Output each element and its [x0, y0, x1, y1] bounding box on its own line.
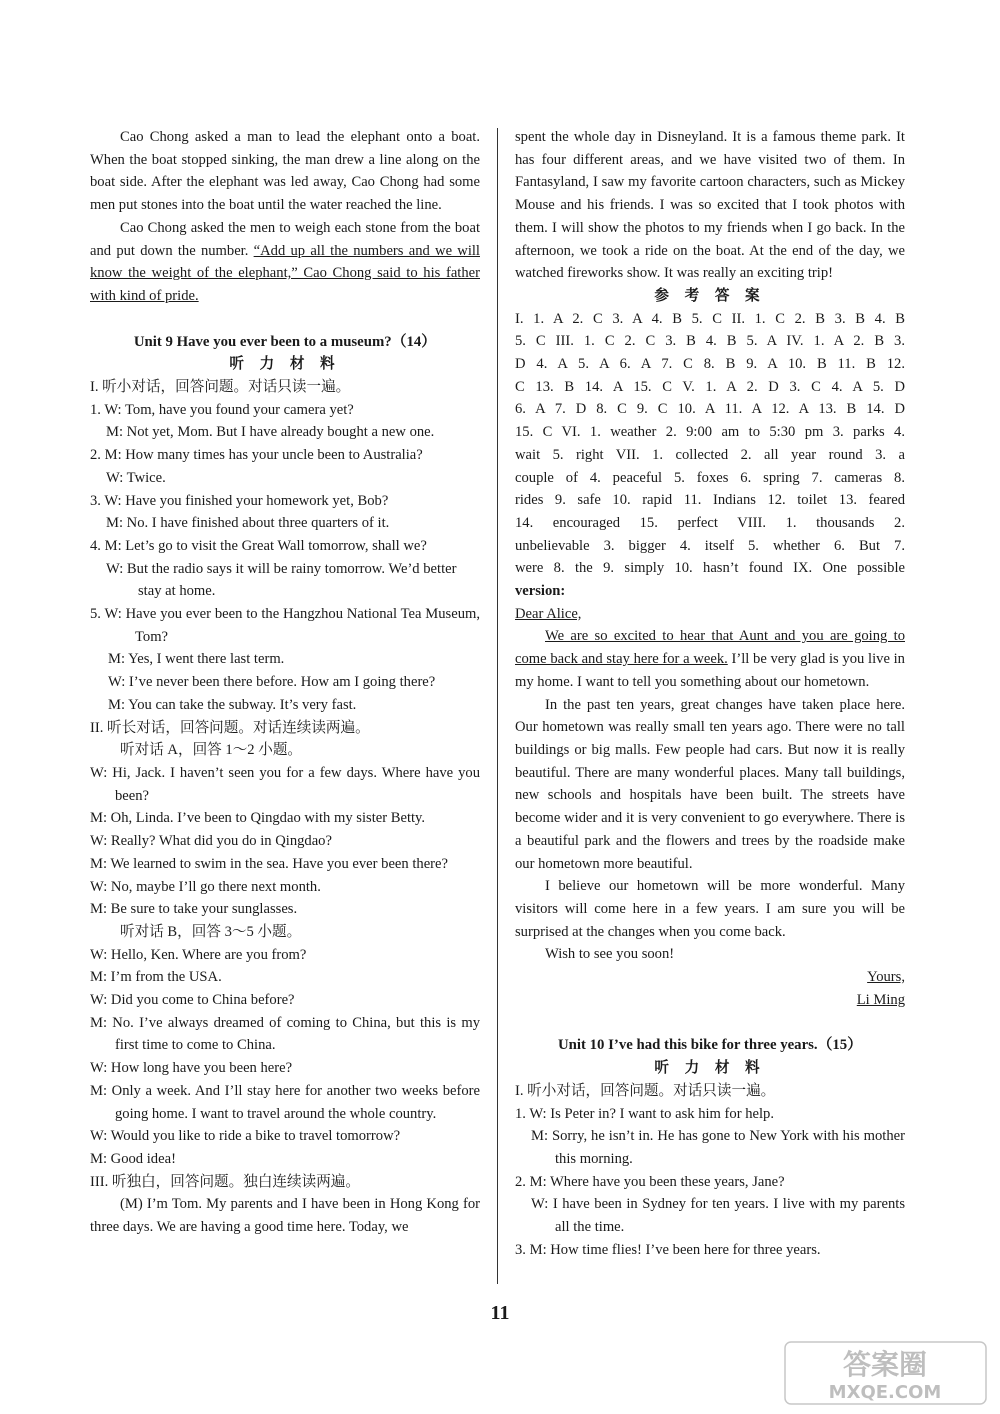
answer-line: 6. A 7. D 8. C 9. C 10. A 11. A 12. A 13. B 14. D	[515, 401, 905, 418]
story-paragraph-2	[90, 217, 480, 308]
unit10-dialogue2-question: 2. M: Where have you been these years, Jane?	[515, 1173, 785, 1190]
spacer	[515, 1011, 905, 1034]
dialogue-b-line-6: M: Only a week. And I’ll stay here for another two weeks before going home. I want to travel around the whole country.	[90, 1082, 480, 1122]
column-divider	[497, 128, 498, 1284]
monologue-continuation: spent the whole day in Disneyland. It is a famous theme park. It has four different areas, and we have visited two of them. In Fantasyland, I saw my favorite cartoon characters, such as Mickey Mouse and his friends. I was so excited that I took photos with them. I will show the photos to my friends when I go back. In the afternoon, we took a ride on the boat. At the end of the day, we watched fireworks show. It was really an exciting trip!	[515, 129, 905, 282]
dialogue2-question: 2. M: How many times has your uncle been to Australia?	[90, 447, 423, 464]
story-paragraph-1: Cao Chong asked a man to lead the elephant onto a boat. When the boat stopped sinking, the man drew a line along on the boat side. After the elephant was led away, Cao Chong had some men put stones into the boat until the water reached the line.	[90, 129, 480, 214]
letter-paragraph-2: In the past ten years, great changes have taken place here. Our hometown was really small ten years ago. There were no tall buildings or big malls. Few people had cars. But now it is really beautiful. There are many wonderful places. Many tall buildings, new schools and hospitals have been built. The streets have become wider and it is very convenient to go everywhere. There is a beautiful park and the flowers and trees by the roadside make our hometown more beautiful.	[515, 696, 905, 872]
unit9-title: Unit 9 Have you ever been to a museum?（14）	[133, 333, 437, 350]
answer-line: D 4. A 5. A 6. A 7. C 8. B 9. A 10. B 11. B 12.	[515, 356, 905, 373]
letter-paragraph-4: Wish to see you soon!	[545, 946, 675, 963]
unit10-dialogue1-answer: M: Sorry, he isn’t in. He has gone to New York with his mother this morning.	[531, 1128, 905, 1167]
dialogue-a-line-5: W: No, maybe I’ll go there next month.	[90, 878, 321, 895]
answer-line: 5. C III. 1. C 2. C 3. B 4. B 5. A IV. 1. A 2. B 3.	[515, 333, 905, 350]
answer-line-last: version:	[515, 583, 566, 600]
svg-text:MXQE.COM: MXQE.COM	[828, 1382, 942, 1403]
dialogue-b-line-1: W: Hello, Ken. Where are you from?	[90, 946, 307, 963]
dialogue-b-line-3: W: Did you come to China before?	[90, 992, 295, 1009]
dialogue5-question: 5. W: Have you ever been to the Hangzhou National Tea Museum, Tom?	[90, 606, 480, 645]
section3-instruction: III. 听独白，回答问题。独白连续读两遍。	[90, 1173, 360, 1190]
story-paragraph-2-underlined: “Add up all the numbers and we will know the weight of the elephant,” Cao Chong said to his father with kind of pride.	[90, 242, 480, 304]
dialogue-b-line-4: M: No. I’ve always dreamed of coming to China, but this is my first time to come to China.	[90, 1014, 480, 1054]
letter-paragraph-1-text: I’ll be very glad is you live in my home. I want to tell you something about our hometown.	[515, 651, 905, 690]
section2-part-b: 听对话 B，回答 3～5 小题。	[120, 923, 302, 940]
dialogue-b-line-2: M: I’m from the USA.	[90, 969, 222, 986]
section2-part-a: 听对话 A，回答 1～2 小题。	[120, 742, 303, 759]
dialogue-b-line-5: W: How long have you been here?	[90, 1060, 293, 1077]
dialogue1-question: 1. W: Tom, have you found your camera yet?	[90, 401, 354, 418]
letter-paragraph-3: I believe our hometown will be more wonderful. Many visitors will come here in a few years. I am sure you will be surprised at the changes when you come back.	[515, 878, 905, 940]
letter-signature: Li Ming	[856, 991, 905, 1008]
dialogue1-answer: M: Not yet, Mom. But I have already bought a new one.	[106, 424, 435, 441]
monologue-start: (M) I’m Tom. My parents and I have been in Hong Kong for three days. We are having a good time here. Today, we	[90, 1196, 480, 1236]
listening-heading: 听 力 材 料	[654, 1060, 766, 1077]
dialogue4-answer: W: But the radio says it will be rainy tomorrow. We’d better stay at home.	[106, 560, 457, 600]
answer-line: C 13. B 14. A 15. C V. 1. A 2. D 3. C 4. A 5. D	[515, 378, 905, 395]
right-column	[515, 126, 905, 1261]
answer-line: I. 1. A 2. C 3. A 4. B 5. C II. 1. C 2. B 3. B 4. B	[515, 310, 905, 327]
answer-line: were 8. the 9. simply 10. hasn’t found IX. One possible	[515, 560, 905, 577]
unit10-dialogue3-question: 3. M: How time flies! I’ve been here for three years.	[515, 1241, 821, 1258]
dialogue-a-line-3: W: Really? What did you do in Qingdao?	[90, 833, 332, 850]
unit10-title: Unit 10 I’ve had this bike for three years.（15）	[557, 1037, 862, 1054]
letter-paragraph-1	[515, 625, 905, 693]
dialogue5-answer-3: M: You can take the subway. It’s very fast.	[108, 696, 357, 713]
answer-key	[515, 308, 905, 603]
dialogue2-answer: W: Twice.	[106, 469, 166, 486]
dialogue-b-line-7: W: Would you like to ride a bike to travel tomorrow?	[90, 1128, 401, 1145]
dialogue5-answer-2: W: I’ve never been there before. How am I going there?	[108, 674, 436, 691]
answer-line: 15. C VI. 1. weather 2. 9:00 am to 5:30 pm 3. parks 4.	[515, 424, 905, 441]
dialogue3-question: 3. W: Have you finished your homework yet, Bob?	[90, 492, 389, 509]
section2-instruction: II. 听长对话，回答问题。对话连续读两遍。	[90, 719, 370, 736]
dialogue3-answer: M: No. I have finished about three quarters of it.	[106, 515, 390, 532]
unit10-section1-instruction: I. 听小对话，回答问题。对话只读一遍。	[515, 1082, 776, 1099]
answer-line: unbelievable 3. bigger 4. itself 5. whether 6. But 7.	[515, 537, 905, 554]
dialogue-a-line-1: W: Hi, Jack. I haven’t seen you for a few days. Where have you been?	[90, 764, 480, 804]
dialogue4-question: 4. M: Let’s go to visit the Great Wall tomorrow, shall we?	[90, 537, 427, 554]
unit10-dialogue2-answer: W: I have been in Sydney for ten years. I live with my parents all the time.	[531, 1196, 905, 1236]
answers-heading: 参 考 答 案	[654, 287, 766, 304]
dialogue-b-line-8: M: Good idea!	[90, 1150, 176, 1167]
unit10-dialogue1-question: 1. W: Is Peter in? I want to ask him for help.	[515, 1105, 774, 1122]
answer-line: rides 9. safe 10. rapid 11. Indians 12. toilet 13. feared	[515, 492, 905, 509]
dialogue-a-line-4: M: We learned to swim in the sea. Have you ever been there?	[90, 855, 448, 872]
left-column	[90, 126, 480, 1239]
answer-line: 14. encouraged 15. perfect VIII. 1. thousands 2.	[515, 514, 905, 531]
story-paragraph-2-text: Cao Chong asked the men to weigh each stone from the boat and put down the number.	[90, 219, 480, 259]
dialogue-a-line-2: M: Oh, Linda. I’ve been to Qingdao with my sister Betty.	[90, 810, 426, 827]
svg-text:答案圈: 答案圈	[842, 1348, 928, 1381]
dialogue5-answer-1: M: Yes, I went there last term.	[108, 651, 285, 668]
letter-closing: Yours,	[867, 969, 905, 986]
letter-greeting: Dear Alice,	[515, 605, 582, 622]
dialogue-a-line-6: M: Be sure to take your sunglasses.	[90, 901, 298, 918]
section1-instruction: I. 听小对话，回答问题。对话只读一遍。	[90, 379, 351, 396]
answer-line: couple of 4. peaceful 5. foxes 6. spring 7. cameras 8.	[515, 469, 905, 486]
page-number: 11	[490, 1302, 510, 1324]
watermark-logo	[783, 1340, 988, 1406]
letter-paragraph-1-underlined: We are so excited to hear that Aunt and you are going to come back and stay here for a week.	[515, 628, 905, 668]
spacer	[90, 308, 480, 331]
answer-line: wait 5. right VII. 1. collected 2. all year round 3. a	[515, 446, 905, 463]
listening-heading: 听 力 材 料	[229, 356, 341, 373]
